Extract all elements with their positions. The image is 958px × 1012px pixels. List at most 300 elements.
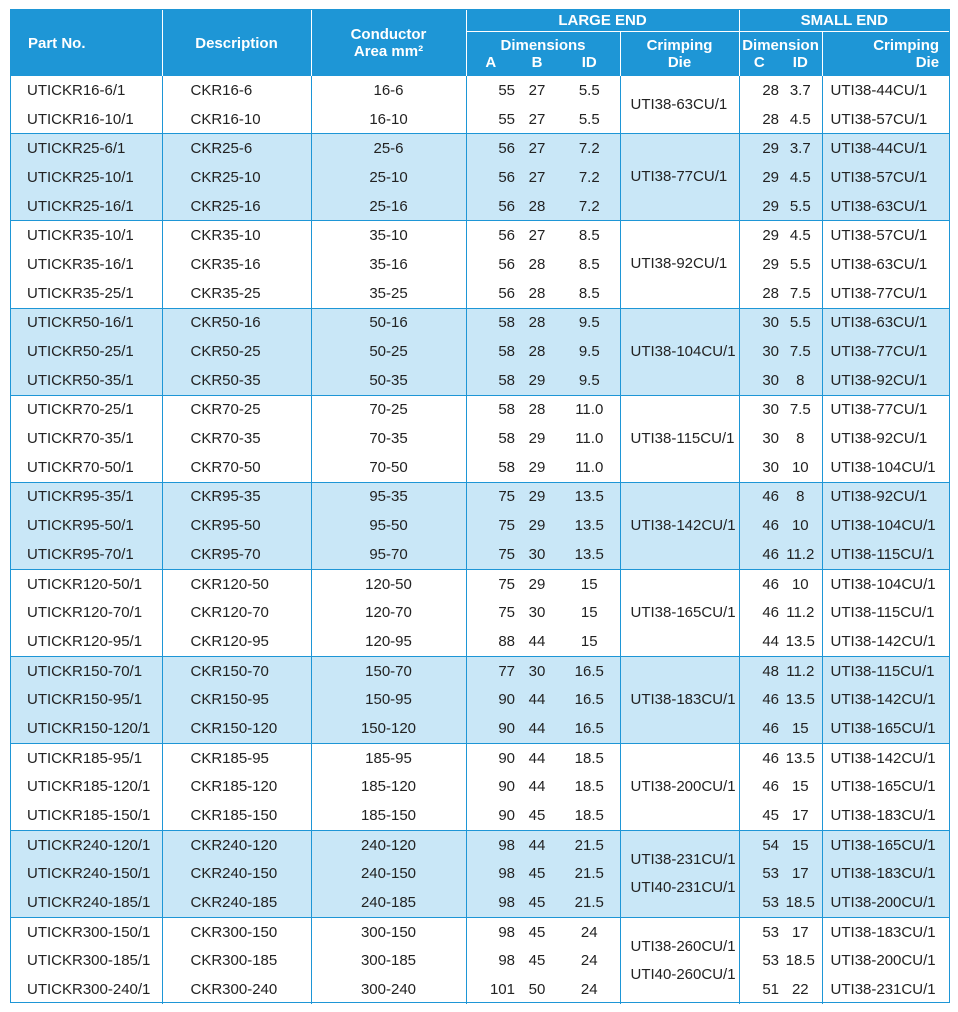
cell-small-crimping-die: UTI38-44CU/1: [822, 134, 949, 163]
cell-small-crimping-die: UTI38-57CU/1: [822, 221, 949, 250]
cell-conductor-area: 25-16: [311, 192, 466, 221]
cell-conductor-area: 35-25: [311, 279, 466, 308]
cell-description: CKR150-120: [162, 714, 311, 743]
cell-small-crimping-die: UTI38-92CU/1: [830, 430, 928, 448]
cell-part-no: UTICKR35-10/1: [11, 221, 162, 250]
cell-description: CKR95-50: [162, 511, 311, 540]
large-die-label: UTI40-231CU/1: [630, 878, 736, 896]
cell-dim-b: 44: [515, 830, 559, 859]
cell-part-no: UTICKR185-95/1: [11, 743, 162, 772]
table-row: [11, 598, 949, 627]
cell-part-no: UTICKR300-150/1: [11, 917, 162, 946]
cell-conductor-area: 300-185: [311, 947, 466, 976]
cell-small-crimping-die: UTI38-200CU/1: [830, 952, 936, 970]
large-die-label: UTI38-77CU/1: [630, 168, 728, 186]
cell-dim-id-large: 16.5: [559, 714, 620, 743]
cell-dim-id-small: 5.5: [779, 250, 822, 279]
header-small-subcols: [740, 54, 822, 71]
table-row: [11, 337, 949, 366]
cell-dim-id-small: 15: [779, 773, 822, 802]
cell-dim-a: 101: [489, 981, 515, 999]
spec-table: [11, 10, 949, 1004]
cell-description: CKR185-95: [162, 743, 311, 772]
cell-conductor-area: 150-120: [311, 714, 466, 743]
table-row: [11, 917, 949, 946]
cell-dim-id-large: 21.5: [559, 888, 620, 917]
large-die-label: UTI38-231CU/1: [630, 850, 736, 868]
cell-conductor-area: 240-185: [311, 888, 466, 917]
cell-dim-a: 98: [466, 860, 515, 889]
cell-conductor-area: 16-10: [311, 105, 466, 134]
cell-dim-c: 53: [762, 952, 780, 970]
table-row: [11, 947, 949, 976]
table-header: [11, 10, 949, 76]
cell-dim-id-small: 11.2: [779, 598, 822, 627]
header-large-crimping-die: [620, 32, 739, 77]
large-die-label: UTI40-260CU/1: [630, 965, 736, 983]
cell-dim-b: 29: [515, 511, 559, 540]
cell-small-crimping-die: UTI38-77CU/1: [822, 395, 949, 424]
cell-dim-b: 30: [528, 604, 546, 622]
cell-conductor-area: 150-70: [311, 656, 466, 685]
cell-dim-a: 56: [466, 221, 515, 250]
table-row: [11, 453, 949, 482]
cell-dim-a: 90: [466, 685, 515, 714]
cell-dim-a: 58: [466, 395, 515, 424]
cell-dim-id-small: 17: [779, 917, 822, 946]
cell-small-crimping-die: UTI38-165CU/1: [822, 714, 949, 743]
cell-dim-c: 29: [739, 192, 779, 221]
cell-small-crimping-die: UTI38-231CU/1: [830, 981, 936, 999]
large-die-label: UTI38-104CU/1: [630, 342, 736, 360]
large-die-label: UTI38-165CU/1: [630, 603, 736, 621]
cell-dim-b: 28: [515, 192, 559, 221]
cell-small-crimping-die: UTI38-165CU/1: [822, 830, 949, 859]
cell-conductor-area: 25-6: [311, 134, 466, 163]
cell-conductor-area: 70-25: [311, 395, 466, 424]
header-dimensions-label: Dimensions: [500, 37, 586, 54]
cell-description: CKR25-6: [162, 134, 311, 163]
cell-dim-a: 75: [466, 511, 515, 540]
cell-part-no: UTICKR50-35/1: [11, 366, 162, 395]
cell-part-no: UTICKR120-50/1: [11, 569, 162, 598]
cell-dim-id-large: 9.5: [559, 366, 620, 395]
spec-table-frame: [10, 9, 950, 1003]
cell-dim-a: 56: [466, 192, 515, 221]
cell-large-crimping-die: [620, 76, 739, 134]
cell-conductor-area: 240-120: [311, 830, 466, 859]
cell-dim-c: 46: [739, 714, 779, 743]
cell-dim-id-small: 5.5: [779, 308, 822, 337]
large-die-label: UTI38-260CU/1: [630, 937, 736, 955]
cell-description: CKR120-50: [162, 569, 311, 598]
cell-dim-c: 46: [739, 511, 779, 540]
header-part-no: Part No.: [11, 10, 162, 76]
cell-conductor-area: 70-50: [311, 453, 466, 482]
cell-large-crimping-die: [620, 395, 739, 482]
cell-conductor-area: 50-35: [311, 366, 466, 395]
cell-dim-a: 75: [498, 604, 515, 622]
cell-part-no: UTICKR120-95/1: [11, 627, 162, 656]
header-large-end: LARGE END: [466, 10, 739, 32]
cell-dim-b: 45: [515, 917, 559, 946]
cell-large-crimping-die: [620, 482, 739, 569]
cell-dim-id-large: 18.5: [559, 743, 620, 772]
cell-dim-c: 48: [739, 656, 779, 685]
cell-conductor-area: 240-150: [311, 860, 466, 889]
cell-part-no: UTICKR240-150/1: [11, 860, 162, 889]
cell-dim-id-small: 7.5: [779, 395, 822, 424]
cell-description: CKR150-95: [162, 685, 311, 714]
cell-conductor-area: 185-95: [311, 743, 466, 772]
cell-part-no: UTICKR300-240/1: [11, 975, 162, 1004]
cell-dim-c: 29: [739, 163, 779, 192]
cell-dim-a: 98: [466, 917, 515, 946]
cell-small-crimping-die: UTI38-104CU/1: [822, 569, 949, 598]
cell-dim-b: 30: [515, 656, 559, 685]
cell-dim-c: 29: [762, 255, 780, 273]
cell-dim-a: 98: [498, 952, 515, 970]
cell-dim-id-large: 15: [559, 598, 620, 627]
cell-dim-id-small: 13.5: [779, 743, 822, 772]
cell-small-crimping-die: UTI38-44CU/1: [830, 81, 928, 99]
cell-dim-id-large: 15: [559, 627, 620, 656]
cell-dim-a: 98: [466, 888, 515, 917]
cell-small-crimping-die: UTI38-142CU/1: [830, 632, 936, 650]
cell-dim-id-small: 15: [779, 830, 822, 859]
cell-dim-b: 44: [515, 685, 559, 714]
cell-conductor-area: 35-16: [311, 250, 466, 279]
cell-description: CKR120-70: [162, 598, 311, 627]
cell-dim-id-large: 5.5: [559, 105, 620, 134]
cell-dim-id-large: 7.2: [559, 192, 620, 221]
cell-dim-id-large: 24: [559, 947, 620, 976]
header-small-crimping-die: [822, 32, 949, 77]
cell-small-crimping-die: UTI38-104CU/1: [830, 458, 936, 476]
cell-dim-b: 28: [515, 337, 559, 366]
cell-dim-id-large: 7.2: [559, 134, 620, 163]
header-col-id-large: ID: [581, 54, 597, 71]
cell-dim-id-large: 8.5: [559, 250, 620, 279]
cell-part-no: UTICKR70-50/1: [11, 453, 162, 482]
cell-dim-b: 27: [528, 81, 546, 99]
cell-dim-b: 45: [528, 807, 546, 825]
cell-large-crimping-die: [620, 134, 739, 221]
cell-dim-c: 30: [739, 337, 779, 366]
cell-dim-b: 27: [528, 110, 546, 128]
table-row: [11, 250, 949, 279]
cell-description: CKR35-16: [162, 250, 311, 279]
cell-description: CKR300-150: [162, 917, 311, 946]
cell-description: CKR95-70: [162, 540, 311, 569]
cell-dim-b: 27: [515, 221, 559, 250]
cell-large-crimping-die: [620, 308, 739, 395]
cell-dim-a: 77: [466, 656, 515, 685]
cell-part-no: UTICKR150-120/1: [11, 714, 162, 743]
cell-dim-id-small: 4.5: [779, 105, 822, 134]
cell-dim-id-small: 17: [779, 801, 822, 830]
cell-dim-b: 44: [528, 632, 546, 650]
cell-dim-id-large: 7.2: [559, 163, 620, 192]
cell-small-crimping-die: UTI38-57CU/1: [822, 163, 949, 192]
cell-part-no: UTICKR50-16/1: [11, 308, 162, 337]
cell-description: CKR300-185: [162, 947, 311, 976]
header-crimping-label: Crimping: [646, 37, 713, 54]
cell-dim-b: 29: [528, 430, 546, 448]
cell-dim-id-small: 7.5: [779, 337, 822, 366]
cell-dim-c: 28: [762, 81, 780, 99]
cell-small-crimping-die: UTI38-115CU/1: [822, 540, 949, 569]
cell-conductor-area: 300-240: [311, 975, 466, 1004]
cell-dim-a: 98: [466, 830, 515, 859]
cell-part-no: UTICKR95-70/1: [11, 540, 162, 569]
cell-description: CKR185-120: [162, 773, 311, 802]
cell-dim-id-small: 13.5: [779, 627, 822, 656]
cell-dim-id-large: 8.5: [559, 279, 620, 308]
cell-part-no: UTICKR240-185/1: [11, 888, 162, 917]
cell-description: CKR25-10: [162, 163, 311, 192]
header-col-b: B: [531, 54, 543, 71]
cell-part-no: UTICKR25-10/1: [11, 163, 162, 192]
cell-conductor-area: 50-16: [311, 308, 466, 337]
cell-dim-c: 45: [762, 807, 780, 825]
cell-dim-c: 30: [739, 308, 779, 337]
table-row: [11, 482, 949, 511]
cell-dim-b: 30: [515, 540, 559, 569]
cell-dim-id-large: 5.5: [559, 76, 620, 105]
cell-dim-a: 55: [498, 110, 515, 128]
table-row: [11, 279, 949, 308]
cell-small-crimping-die: UTI38-77CU/1: [830, 284, 928, 302]
cell-dim-b: 44: [528, 778, 546, 796]
cell-dim-id-large: 21.5: [559, 830, 620, 859]
cell-conductor-area: 70-35: [311, 424, 466, 453]
cell-dim-id-large: 13.5: [559, 540, 620, 569]
cell-small-crimping-die: UTI38-142CU/1: [822, 743, 949, 772]
header-col-c: C: [753, 54, 765, 71]
table-row: [11, 424, 949, 453]
cell-dim-id-large: 21.5: [559, 860, 620, 889]
cell-dim-id-large: 16.5: [559, 656, 620, 685]
cell-dim-c: 29: [739, 221, 779, 250]
cell-dim-a: 90: [498, 778, 515, 796]
cell-dim-a: 55: [498, 81, 515, 99]
header-conductor-label: Conductor: [350, 26, 427, 43]
cell-dim-c: 28: [762, 284, 780, 302]
table-row: [11, 801, 949, 830]
table-row: [11, 627, 949, 656]
table-body: [11, 76, 949, 1004]
header-area-label: Area mm²: [353, 43, 424, 60]
cell-small-crimping-die: UTI38-115CU/1: [830, 604, 935, 622]
cell-part-no: UTICKR95-35/1: [11, 482, 162, 511]
cell-dim-b: 50: [528, 981, 546, 999]
header-small-dimension: [739, 32, 822, 77]
cell-dim-id-large: 8.5: [559, 221, 620, 250]
cell-conductor-area: 95-35: [311, 482, 466, 511]
cell-large-crimping-die: [620, 830, 739, 917]
header-die-label-small: Die: [915, 54, 940, 71]
large-die-label: UTI38-142CU/1: [630, 516, 736, 534]
header-dimension-label: Dimension: [742, 37, 819, 54]
cell-large-crimping-die: [620, 569, 739, 656]
cell-dim-b: 28: [515, 308, 559, 337]
cell-dim-id-small: 4.5: [779, 221, 822, 250]
cell-dim-a: 58: [498, 430, 515, 448]
cell-description: CKR95-35: [162, 482, 311, 511]
cell-dim-a: 90: [466, 714, 515, 743]
cell-dim-c: 46: [739, 685, 779, 714]
cell-description: CKR70-50: [162, 453, 311, 482]
cell-dim-a: 56: [498, 255, 515, 273]
cell-dim-a: 56: [498, 284, 515, 302]
cell-small-crimping-die: UTI38-104CU/1: [822, 511, 949, 540]
cell-dim-a: 75: [466, 482, 515, 511]
cell-dim-id-large: 16.5: [559, 685, 620, 714]
cell-dim-b: 29: [515, 366, 559, 395]
cell-dim-b: 44: [515, 743, 559, 772]
cell-small-crimping-die: UTI38-63CU/1: [830, 255, 928, 273]
cell-dim-a: 75: [466, 540, 515, 569]
cell-dim-id-large: 15: [559, 569, 620, 598]
header-crimping-label-small: Crimping: [873, 37, 940, 54]
cell-dim-id-small: 5.5: [779, 192, 822, 221]
cell-dim-a: 90: [466, 743, 515, 772]
cell-dim-b: 45: [528, 952, 546, 970]
cell-conductor-area: 35-10: [311, 221, 466, 250]
cell-dim-c: 53: [739, 860, 779, 889]
cell-part-no: UTICKR70-25/1: [11, 395, 162, 424]
cell-conductor-area: 120-50: [311, 569, 466, 598]
cell-conductor-area: 95-50: [311, 511, 466, 540]
table-row: [11, 163, 949, 192]
cell-dim-id-small: 3.7: [779, 76, 822, 105]
table-row: [11, 76, 949, 105]
cell-dim-id-small: 10: [779, 511, 822, 540]
table-row: [11, 860, 949, 889]
cell-small-crimping-die: UTI38-200CU/1: [822, 888, 949, 917]
cell-dim-id-large: 18.5: [559, 773, 620, 802]
cell-description: CKR185-150: [162, 801, 311, 830]
cell-dim-c: 30: [739, 395, 779, 424]
cell-part-no: UTICKR25-6/1: [11, 134, 162, 163]
table-row: [11, 511, 949, 540]
cell-dim-id-large: 13.5: [559, 511, 620, 540]
cell-description: CKR50-25: [162, 337, 311, 366]
cell-description: CKR50-35: [162, 366, 311, 395]
cell-dim-id-small: 18.5: [779, 947, 822, 976]
cell-dim-c: 46: [739, 540, 779, 569]
cell-dim-b: 28: [515, 395, 559, 424]
cell-dim-c: 30: [762, 458, 780, 476]
cell-dim-id-small: 3.7: [779, 134, 822, 163]
cell-dim-b: 27: [515, 134, 559, 163]
large-die-label: UTI38-92CU/1: [630, 255, 728, 273]
cell-dim-id-large: 9.5: [559, 337, 620, 366]
cell-dim-id-small: 15: [779, 714, 822, 743]
table-row: [11, 540, 949, 569]
table-row: [11, 134, 949, 163]
cell-dim-id-small: 7.5: [779, 279, 822, 308]
cell-description: CKR70-35: [162, 424, 311, 453]
cell-dim-c: 46: [762, 778, 780, 796]
cell-part-no: UTICKR185-150/1: [11, 801, 162, 830]
large-die-label: UTI38-183CU/1: [630, 690, 736, 708]
cell-dim-b: 45: [515, 888, 559, 917]
cell-dim-a: 58: [466, 337, 515, 366]
cell-small-crimping-die: UTI38-183CU/1: [822, 860, 949, 889]
cell-dim-id-large: 24: [559, 975, 620, 1004]
cell-large-crimping-die: [620, 917, 739, 1004]
cell-small-crimping-die: UTI38-142CU/1: [822, 685, 949, 714]
table-row: [11, 656, 949, 685]
cell-description: CKR120-95: [162, 627, 311, 656]
cell-dim-b: 29: [515, 482, 559, 511]
cell-dim-b: 45: [515, 860, 559, 889]
cell-small-crimping-die: UTI38-183CU/1: [822, 917, 949, 946]
cell-dim-id-large: 11.0: [559, 395, 620, 424]
cell-dim-a: 90: [498, 807, 515, 825]
cell-dim-a: 56: [466, 163, 515, 192]
cell-part-no: UTICKR50-25/1: [11, 337, 162, 366]
table-row: [11, 569, 949, 598]
cell-dim-a: 88: [498, 632, 515, 650]
cell-dim-c: 46: [739, 569, 779, 598]
table-row: [11, 308, 949, 337]
cell-description: CKR300-240: [162, 975, 311, 1004]
header-die-label: Die: [667, 54, 692, 71]
cell-dim-a: 75: [466, 569, 515, 598]
cell-dim-c: 46: [762, 604, 780, 622]
cell-part-no: UTICKR240-120/1: [11, 830, 162, 859]
header-description: Description: [162, 10, 311, 76]
large-die-label: UTI38-63CU/1: [630, 95, 728, 113]
cell-large-crimping-die: [620, 656, 739, 743]
table-row: [11, 975, 949, 1004]
cell-dim-id-small: 10: [779, 453, 822, 482]
header-col-id-small: ID: [792, 54, 808, 71]
cell-small-crimping-die: UTI38-165CU/1: [830, 778, 936, 796]
cell-small-crimping-die: UTI38-115CU/1: [822, 656, 949, 685]
cell-dim-a: 58: [466, 308, 515, 337]
cell-dim-id-small: 4.5: [779, 163, 822, 192]
cell-dim-c: 54: [739, 830, 779, 859]
cell-dim-id-small: 11.2: [779, 540, 822, 569]
header-col-a: A: [485, 54, 497, 71]
cell-dim-id-small: 8: [779, 424, 822, 453]
cell-conductor-area: 95-70: [311, 540, 466, 569]
cell-description: CKR25-16: [162, 192, 311, 221]
cell-dim-id-small: 11.2: [779, 656, 822, 685]
cell-large-crimping-die: [620, 743, 739, 830]
cell-dim-id-small: 10: [779, 569, 822, 598]
cell-dim-b: 29: [515, 569, 559, 598]
cell-part-no: UTICKR150-70/1: [11, 656, 162, 685]
cell-conductor-area: 50-25: [311, 337, 466, 366]
cell-dim-c: 46: [739, 482, 779, 511]
cell-dim-id-large: 11.0: [559, 453, 620, 482]
cell-dim-a: 58: [498, 458, 515, 476]
cell-dim-id-large: 24: [559, 917, 620, 946]
large-die-label: UTI38-200CU/1: [630, 777, 736, 795]
cell-dim-b: 27: [515, 163, 559, 192]
cell-part-no: UTICKR70-35/1: [11, 424, 162, 453]
cell-dim-c: 53: [739, 888, 779, 917]
table-row: [11, 743, 949, 772]
cell-dim-a: 58: [466, 366, 515, 395]
cell-small-crimping-die: UTI38-63CU/1: [822, 308, 949, 337]
cell-description: CKR240-120: [162, 830, 311, 859]
